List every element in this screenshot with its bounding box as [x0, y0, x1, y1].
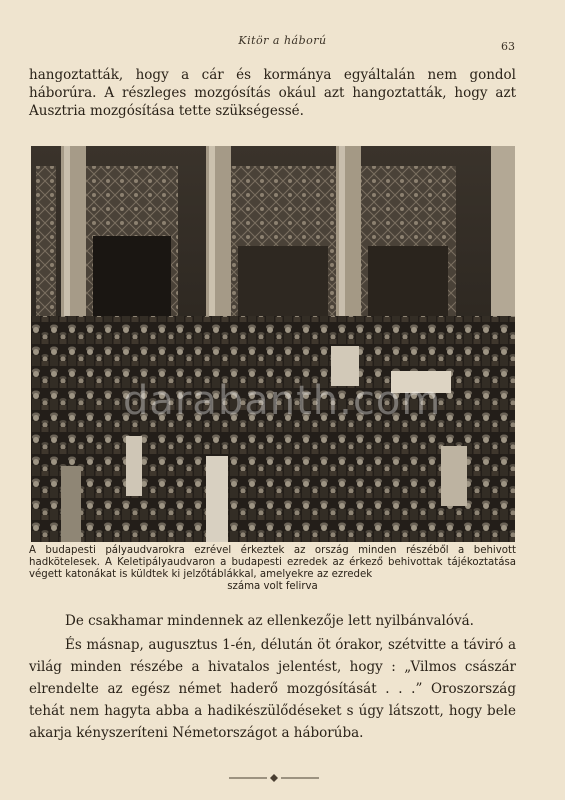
paragraph-top: hangoztatták, hogy a cár és kormánya egyáltalán nem gondol háborúra. A részleges mozgósítás okául azt hangoztatták, hogy azt Ausztria mozgósítása tette szükségessé. — [29, 67, 516, 119]
watermark: darabanth.com — [123, 378, 442, 424]
page-number: 63 — [501, 40, 515, 53]
caption-main: A budapesti pályaudvarokra ezrével érkeztek az ország minden részéből a behivott hadkötelesek. A Keletipályaudvaron a budapesti ezredek az érkező behivottak tájékoztatása végett katonákat is küldtek ki jelzőtáblákkal, amelyekre az ezredek — [29, 545, 516, 580]
paragraph-2: De csakhamar mindennek az ellenkezője lett nyilbánvalóvá. — [65, 613, 474, 629]
caption-last-line: száma volt felirva — [227, 581, 318, 592]
running-title: Kitör a háború — [238, 34, 327, 47]
figure-caption — [29, 545, 516, 593]
photo-illustration — [31, 146, 515, 542]
paragraph-3: És másnap, augusztus 1-én, délután öt órakor, szétvitte a táviró a világ minden részébe a hivatalos jelentést, hogy : „Vilmos császár elrendelte az egész német haderő mozgósítását . . .” Oroszország tehát nem hagyta abba a hadikészülődéseket s úgy látszott, hogy bele akarja kényszeríteni Németországot a háborúba. — [29, 637, 516, 741]
ornament-divider — [229, 774, 319, 782]
photograph-crowd-at-railway-station — [31, 146, 515, 542]
